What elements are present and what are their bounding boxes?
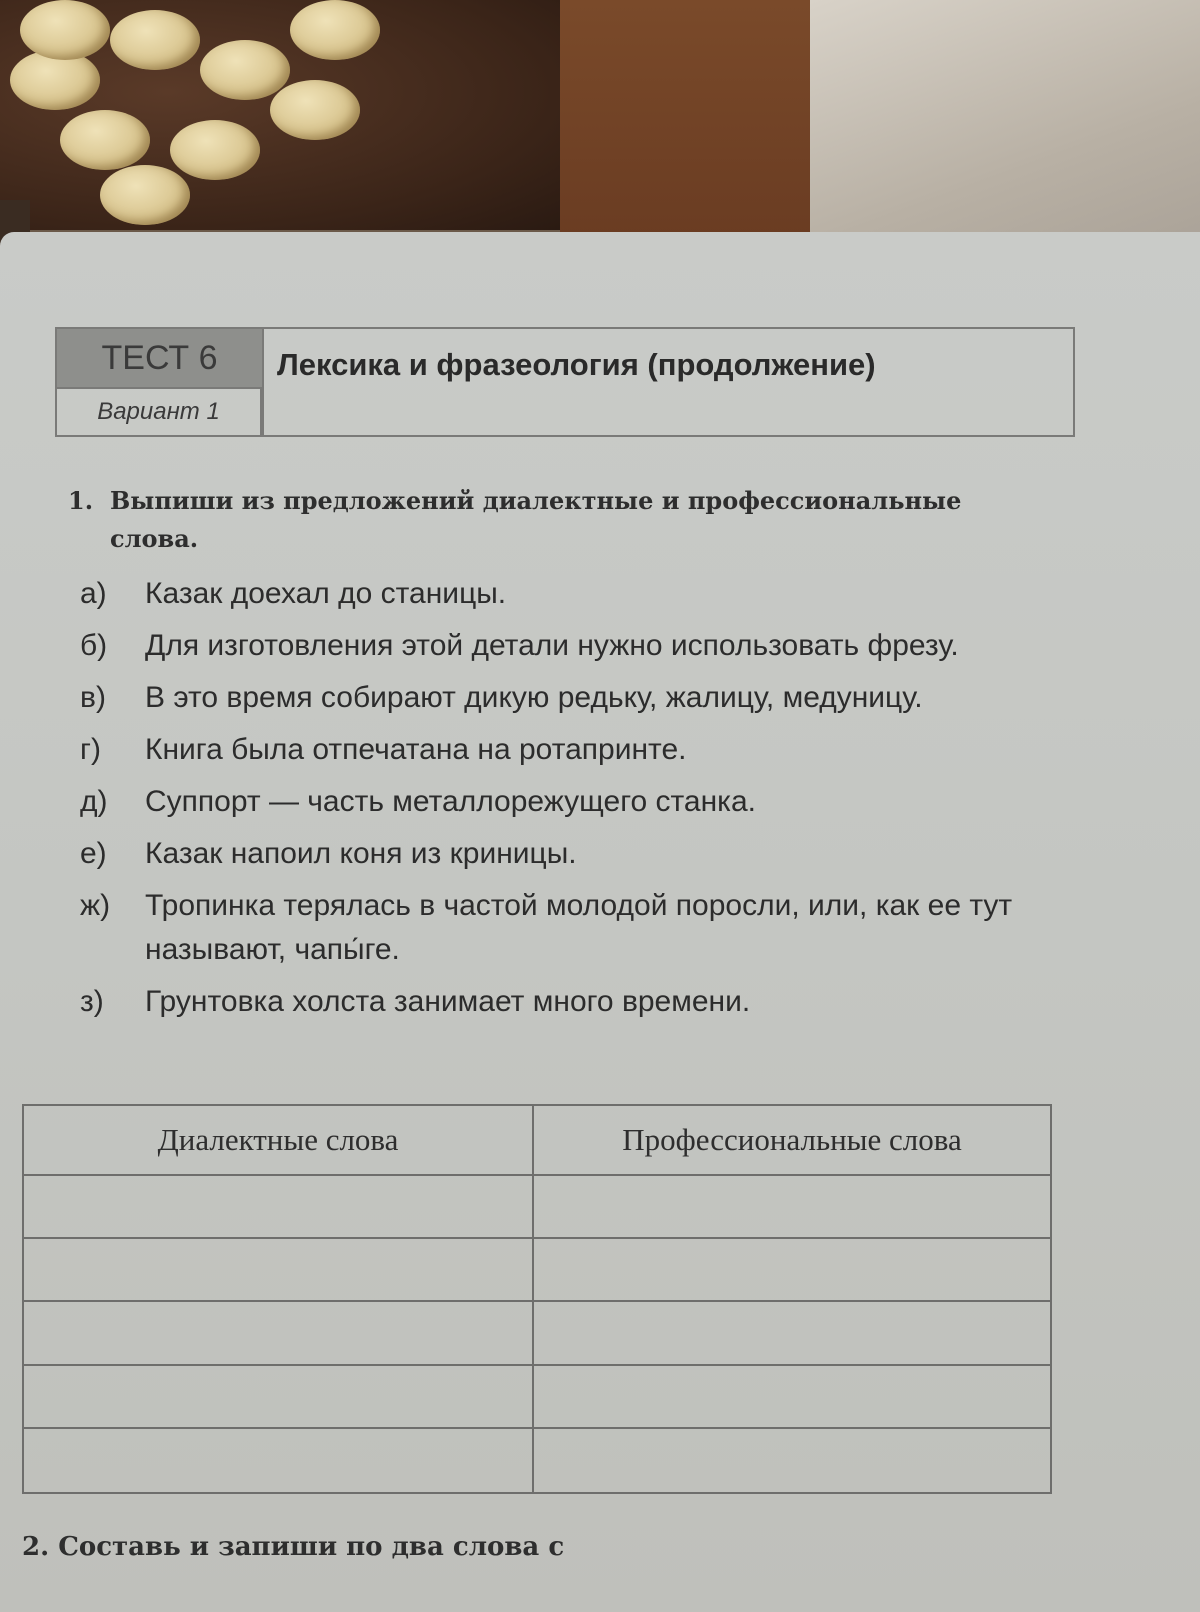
sentence-letter: ж) xyxy=(80,889,111,922)
sentence-item xyxy=(80,624,1080,668)
answer-cell[interactable] xyxy=(24,1366,534,1429)
answer-cell[interactable] xyxy=(534,1366,1050,1429)
answer-cell[interactable] xyxy=(24,1429,534,1492)
sentence-item xyxy=(80,572,1080,616)
sentence-item xyxy=(80,980,1080,1024)
sentence-letter: г) xyxy=(80,733,101,766)
sentence-text: Грунтовка холста занимает много времени. xyxy=(145,985,751,1018)
sentence-text: Тропинка терялась в частой молодой поросли, или, как ее тут называют, чапы́ге. xyxy=(145,889,1013,966)
wooden-board-background xyxy=(560,0,810,240)
topic-title: Лексика и фразеология (продолжение) xyxy=(277,347,876,382)
sentence-letter: б) xyxy=(80,629,108,662)
test-header xyxy=(55,327,1075,437)
answer-cell[interactable] xyxy=(24,1176,534,1239)
coffee-beans-background xyxy=(0,0,560,230)
sentence-letter: а) xyxy=(80,577,107,610)
sentence-item xyxy=(80,832,1080,876)
sentence-letter: в) xyxy=(80,681,106,714)
column-header-dialect: Диалектные слова xyxy=(24,1106,534,1176)
variant-label: Вариант 1 xyxy=(57,387,262,435)
bean xyxy=(20,0,110,60)
cloth-background xyxy=(810,0,1200,270)
bean xyxy=(270,80,360,140)
sentence-text: Казак доехал до станицы. xyxy=(145,577,507,610)
sentence-letter: д) xyxy=(80,785,108,818)
bean xyxy=(110,10,200,70)
sentence-item xyxy=(80,676,1080,720)
sentence-item xyxy=(80,728,1080,772)
header-divider xyxy=(262,329,264,435)
bean xyxy=(200,40,290,100)
answer-cell[interactable] xyxy=(24,1239,534,1302)
bean xyxy=(100,165,190,225)
answer-cell[interactable] xyxy=(24,1302,534,1365)
task-number: 1. xyxy=(68,486,94,515)
answer-cell[interactable] xyxy=(534,1429,1050,1492)
test-number-label: ТЕСТ 6 xyxy=(57,329,262,387)
answer-cell[interactable] xyxy=(534,1239,1050,1302)
sentence-text: Для изготовления этой детали нужно использовать фрезу. xyxy=(145,629,959,662)
bean xyxy=(60,110,150,170)
bean xyxy=(290,0,380,60)
sentence-letter: з) xyxy=(80,985,104,1018)
sentence-text: Казак напоил коня из криницы. xyxy=(145,837,577,870)
sentence-letter: е) xyxy=(80,837,107,870)
answer-cell[interactable] xyxy=(534,1302,1050,1365)
bean xyxy=(170,120,260,180)
sentence-item xyxy=(80,884,1080,972)
sentence-item xyxy=(80,780,1080,824)
task-2-partial: 2. Составь и запиши по два слова с xyxy=(22,1532,565,1562)
sentence-text: Суппорт — часть металлорежущего станка. xyxy=(145,785,756,818)
column-header-professional: Профессиональные слова xyxy=(534,1106,1050,1176)
sentence-text: В это время собирают дикую редьку, жалицу, медуницу. xyxy=(145,681,923,714)
sentence-text: Книга была отпечатана на ротапринте. xyxy=(145,733,687,766)
sentence-list xyxy=(80,572,1080,1032)
answer-table xyxy=(22,1104,1052,1494)
workbook-page xyxy=(0,232,1200,1612)
task-instruction: Выпиши из предложений диалектные и профессиональные слова. xyxy=(110,486,962,553)
answer-cell[interactable] xyxy=(534,1176,1050,1239)
